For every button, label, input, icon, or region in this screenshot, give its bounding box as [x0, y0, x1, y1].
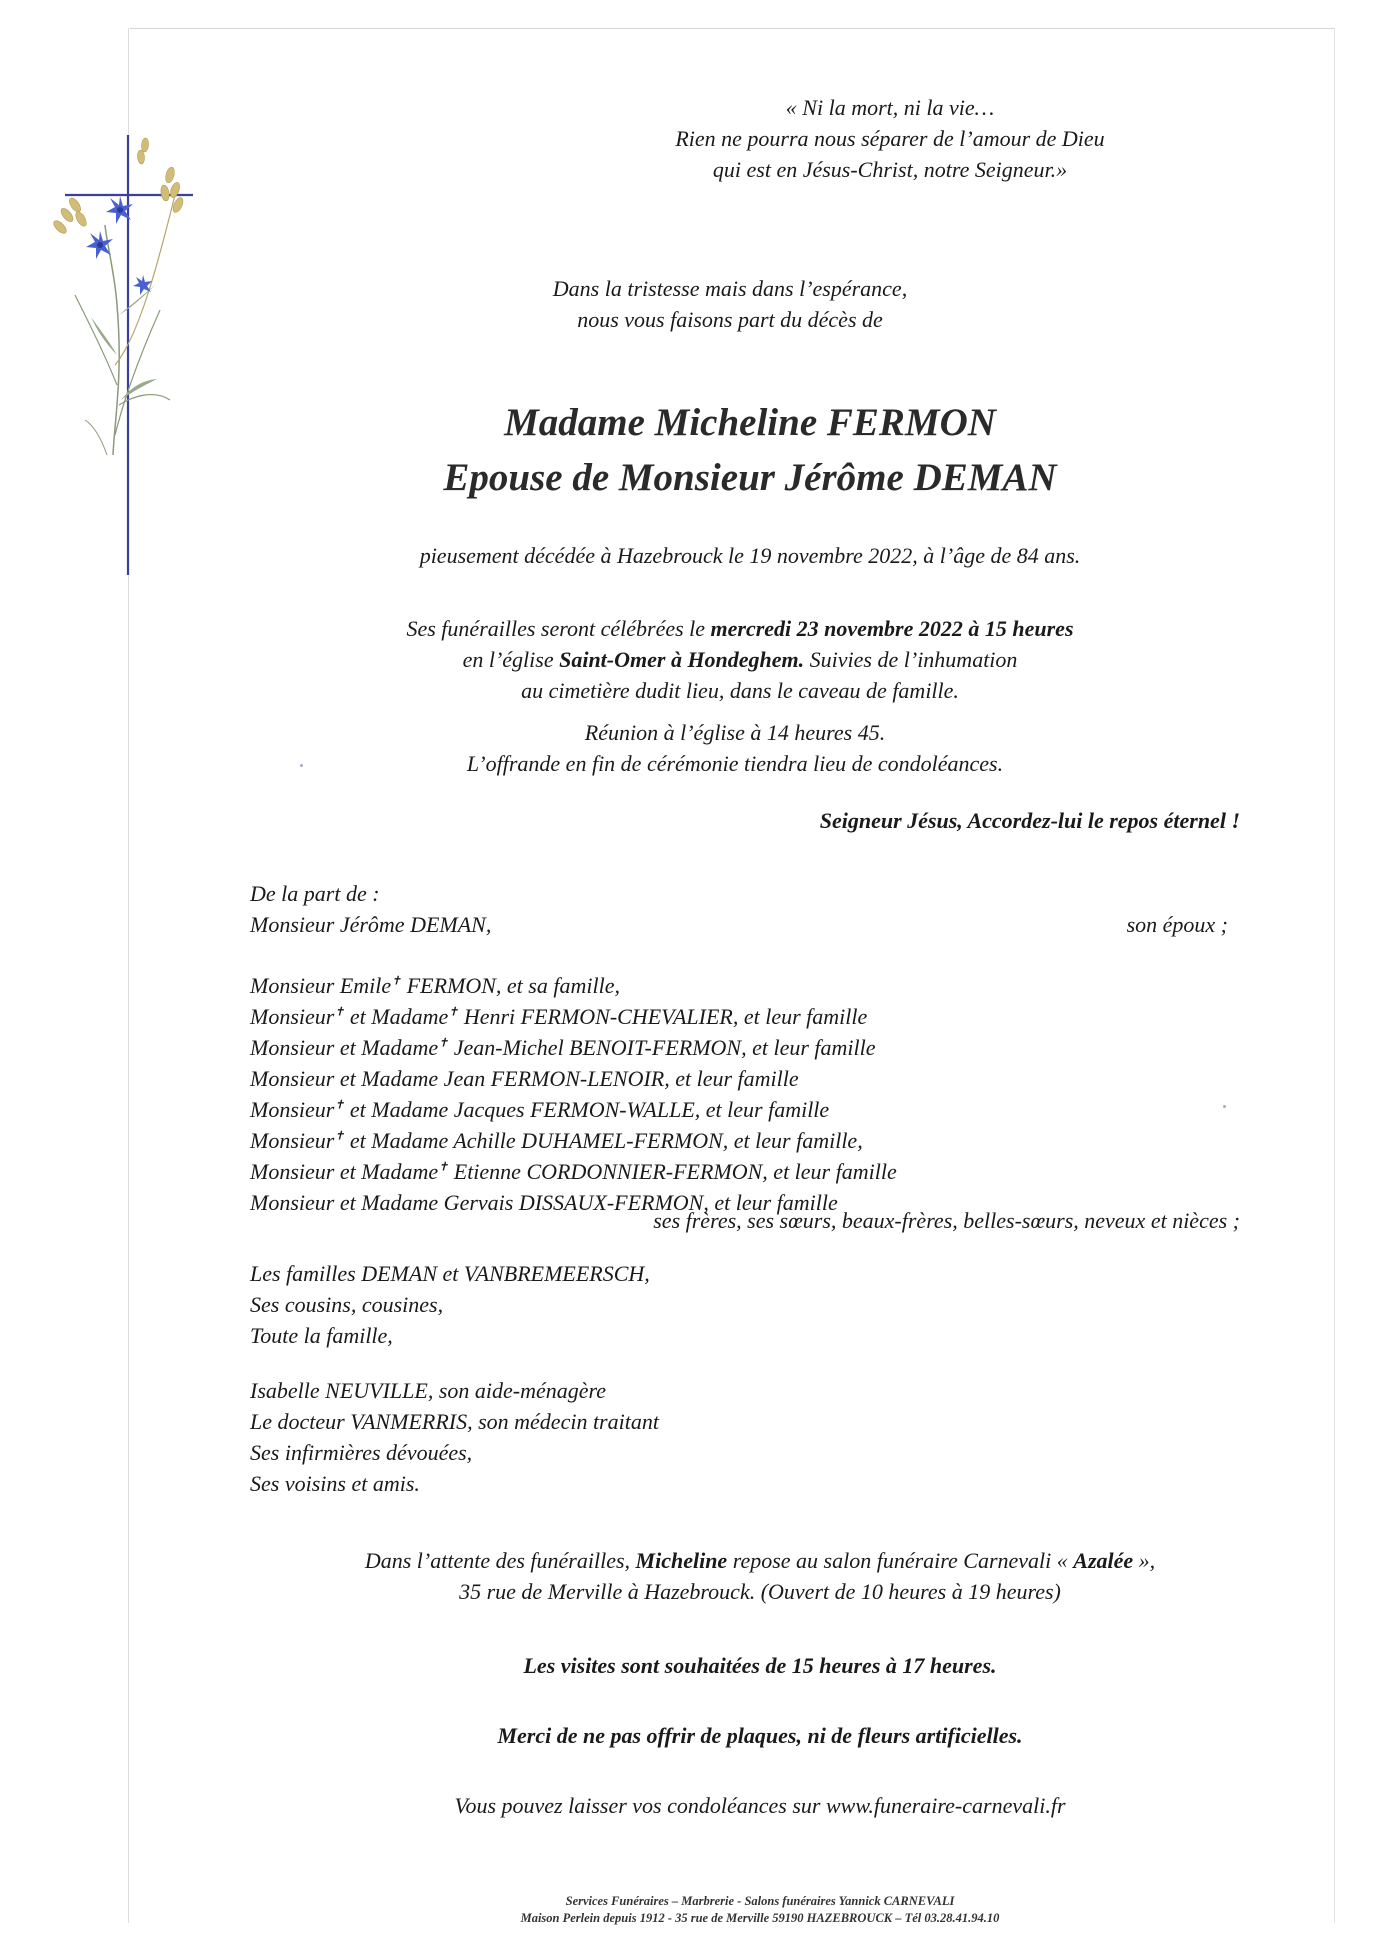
prayer-line: Seigneur Jésus, Accordez-lui le repos éternel !: [819, 808, 1240, 833]
from-name: Monsieur Jérôme DEMAN,: [250, 912, 492, 937]
spouse-line: Epouse de Monsieur Jérôme DEMAN: [443, 456, 1057, 499]
rest-location: [260, 1545, 1260, 1607]
from-block: [250, 878, 1250, 940]
from-row: [250, 909, 1250, 940]
funeral-line-2: en l’église Saint-Omer à Hondeghem. Suivies de l’inhumation: [462, 647, 1018, 672]
family-member-line: Monsieur✝ et Madame✝ Henri FERMON-CHEVALIER, et leur famille: [250, 1004, 868, 1029]
funeral-date: mercredi 23 novembre 2022 à 15 heures: [710, 616, 1074, 641]
condolences-website: Vous pouvez laisser vos condoléances sur www.funeraire-carnevali.fr: [454, 1793, 1066, 1818]
family-member-line: Monsieur et Madame✝ Jean-Michel BENOIT-FERMON, et leur famille: [250, 1035, 876, 1060]
siblings-caption: ses frères, ses sœurs, beaux-frères, belles-sœurs, neveux et nièces ;: [653, 1208, 1240, 1233]
caregiver-line: Isabelle NEUVILLE, son aide-ménagère: [250, 1378, 607, 1403]
meeting-line: L’offrande en fin de cérémonie tiendra lieu de condoléances.: [466, 751, 1004, 776]
quote-line: qui est en Jésus-Christ, notre Seigneur.»: [712, 157, 1068, 182]
church-name: Saint-Omer à Hondeghem.: [559, 647, 805, 672]
bible-quote: [560, 92, 1220, 185]
family-member-line: Monsieur et Madame Gervais DISSAUX-FERMON, et leur famille: [250, 1190, 838, 1215]
deceased-cross-mark: ✝: [334, 1004, 345, 1019]
announcement-intro: [400, 273, 1060, 335]
footer-line: Maison Perlein depuis 1912 - 35 rue de Merville 59190 HAZEBROUCK – Tél 03.28.41.94.10: [520, 1911, 1000, 1925]
deceased-name-block: [300, 395, 1200, 505]
deceased-cross-mark: ✝: [391, 973, 402, 988]
funeral-details: [290, 613, 1190, 706]
sheet-border-top: [130, 28, 1335, 29]
caregiver-line: Le docteur VANMERRIS, son médecin traitant: [250, 1409, 659, 1434]
quote-line: « Ni la mort, ni la vie…: [785, 95, 995, 120]
family-member-line: Monsieur✝ et Madame Achille DUHAMEL-FERMON, et leur famille,: [250, 1128, 863, 1153]
visits-info: Les visites sont souhaitées de 15 heures à 17 heures.: [523, 1653, 997, 1678]
funeral-line-1: Ses funérailles seront célébrées le mercredi 23 novembre 2022 à 15 heures: [406, 616, 1074, 641]
intro-line: nous vous faisons part du décès de: [577, 307, 883, 332]
caregivers-list: [250, 1375, 1050, 1499]
cross-flower-illustration: [45, 135, 215, 575]
rest-line-2: 35 rue de Merville à Hazebrouck. (Ouvert de 10 heures à 19 heures): [459, 1579, 1061, 1604]
deceased-cross-mark: ✝: [334, 1097, 345, 1112]
deceased-cross-mark: ✝: [438, 1035, 449, 1050]
sheet-border-right: [1334, 28, 1335, 1923]
meeting-info: [340, 717, 1130, 779]
from-relation: son époux ;: [1126, 912, 1228, 937]
meeting-line: Réunion à l’église à 14 heures 45.: [584, 720, 886, 745]
extended-family: [250, 1258, 1050, 1351]
death-notice: pieusement décédée à Hazebrouck le 19 novembre 2022, à l’âge de 84 ans.: [419, 543, 1081, 568]
family-member-line: Monsieur et Madame Jean FERMON-LENOIR, et leur famille: [250, 1066, 799, 1091]
funeral-home-footer: [300, 1893, 1220, 1927]
family-member-line: Monsieur et Madame✝ Etienne CORDONNIER-FERMON, et leur famille: [250, 1159, 897, 1184]
deceased-name: Madame Micheline FERMON: [504, 401, 996, 444]
extended-family-line: Toute la famille,: [250, 1323, 393, 1348]
intro-line: Dans la tristesse mais dans l’espérance,: [552, 276, 908, 301]
footer-line: Services Funéraires – Marbrerie - Salons funéraires Yannick CARNEVALI: [565, 1894, 955, 1908]
extended-family-line: Ses cousins, cousines,: [250, 1292, 444, 1317]
deceased-cross-mark: ✝: [438, 1159, 449, 1174]
from-heading: De la part de :: [250, 881, 380, 906]
scan-speck: [300, 764, 303, 767]
family-member-line: Monsieur✝ et Madame Jacques FERMON-WALLE, et leur famille: [250, 1097, 830, 1122]
deceased-cross-mark: ✝: [334, 1128, 345, 1143]
no-plaques-request: Merci de ne pas offrir de plaques, ni de fleurs artificielles.: [497, 1723, 1023, 1748]
deceased-cross-mark: ✝: [448, 1004, 459, 1019]
caregiver-line: Ses infirmières dévouées,: [250, 1440, 473, 1465]
extended-family-line: Les familles DEMAN et VANBREMEERSCH,: [250, 1261, 650, 1286]
family-member-line: Monsieur Emile✝ FERMON, et sa famille,: [250, 973, 620, 998]
family-list: [250, 970, 1250, 1233]
quote-line: Rien ne pourra nous séparer de l’amour de Dieu: [675, 126, 1105, 151]
funeral-line-3: au cimetière dudit lieu, dans le caveau de famille.: [521, 678, 959, 703]
caregiver-line: Ses voisins et amis.: [250, 1471, 420, 1496]
rest-line-1: Dans l’attente des funérailles, Micheline repose au salon funéraire Carnevali « Azalée »,: [364, 1548, 1156, 1573]
